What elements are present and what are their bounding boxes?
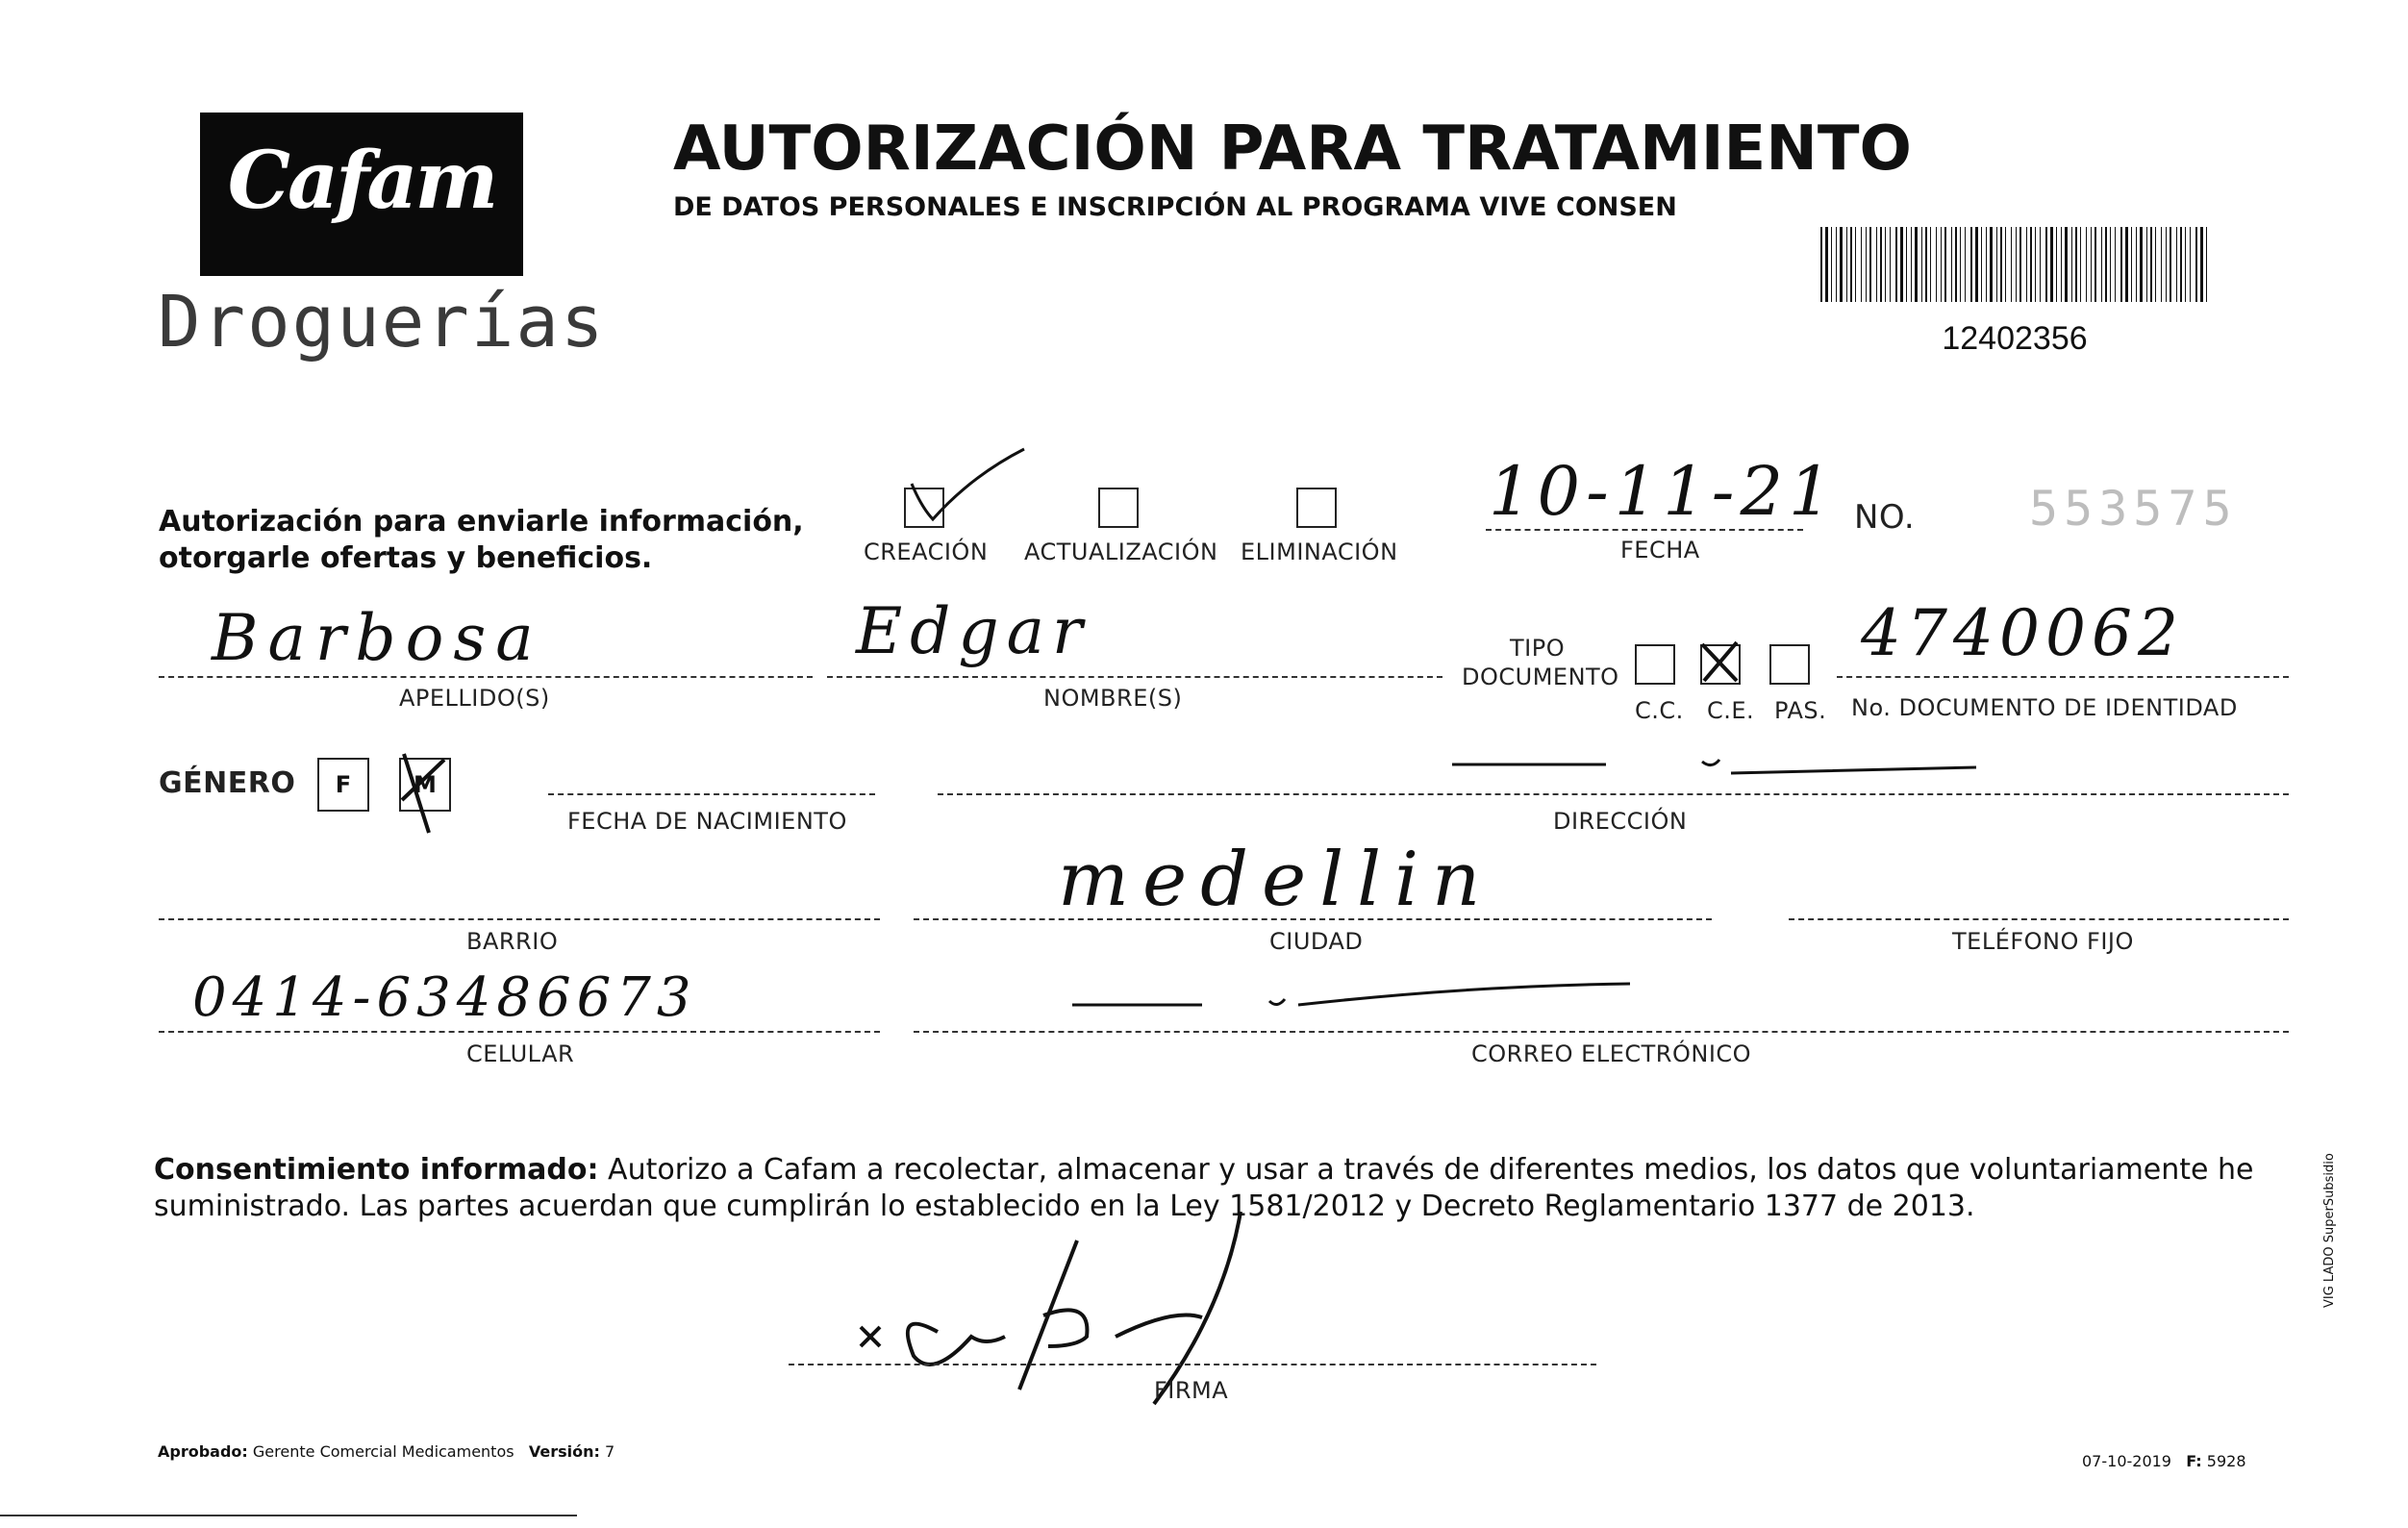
- barcode-bar: [1861, 227, 1862, 302]
- authorization-line-1: Autorización para enviarle información,: [159, 505, 804, 539]
- barcode-bar: [2115, 227, 2116, 302]
- barcode-bar: [1850, 227, 1852, 302]
- barcode-bar: [1944, 227, 1946, 302]
- form-number: 553575: [2029, 481, 2238, 537]
- apellidos-label: APELLIDO(S): [399, 685, 550, 712]
- barcode-bar: [2131, 227, 2132, 302]
- eliminacion-label: ELIMINACIÓN: [1241, 539, 1398, 565]
- barcode-bar: [2136, 227, 2137, 302]
- barcode-bar: [1930, 227, 1931, 302]
- signature: [827, 1202, 1404, 1414]
- barcode-bar: [1915, 227, 1918, 302]
- barcode-bar: [2030, 227, 2032, 302]
- pas-label: PAS.: [1774, 697, 1827, 724]
- barcode-bar: [2180, 227, 2182, 302]
- side-stamp: VIG LADO SuperSubsidio: [2322, 1153, 2337, 1308]
- ce-label: C.E.: [1707, 697, 1755, 724]
- check-mark-icon: [904, 447, 1029, 529]
- logo-subtitle: Droguerías: [158, 281, 606, 363]
- ciudad-label: CIUDAD: [1269, 928, 1364, 955]
- barcode-bar: [2125, 227, 2128, 302]
- barcode-bar: [1941, 227, 1942, 302]
- barcode-bar: [1925, 227, 1927, 302]
- barcode-bar: [2195, 227, 2197, 302]
- documento-label: No. DOCUMENTO DE IDENTIDAD: [1851, 694, 2238, 721]
- approved-value: Gerente Comercial Medicamentos: [252, 1442, 514, 1461]
- barcode-bar: [1990, 227, 1993, 302]
- barcode-bar: [2035, 227, 2036, 302]
- cafam-logo: Cafam: [227, 135, 496, 227]
- genero-f-box[interactable]: [317, 758, 369, 812]
- form-code-value: 5928: [2206, 1452, 2246, 1470]
- celular-value[interactable]: 0414-63486673: [192, 966, 697, 1029]
- form-title: AUTORIZACIÓN PARA TRATAMIENTO: [673, 113, 1912, 185]
- barcode-bar: [2176, 227, 2177, 302]
- form-subtitle: DE DATOS PERSONALES E INSCRIPCIÓN AL PROGRAMA VIVE CONSEN: [673, 192, 1677, 222]
- genero-label: GÉNERO: [159, 766, 296, 800]
- version-label: Versión:: [528, 1442, 600, 1461]
- ciudad-value[interactable]: medellin: [1058, 837, 1494, 923]
- approved-label: Aprobado:: [158, 1442, 248, 1461]
- barcode-bar: [1840, 227, 1843, 302]
- barcode-bar: [1825, 227, 1828, 302]
- barrio-label: BARRIO: [466, 928, 559, 955]
- barcode-number: 12402356: [1942, 320, 2088, 357]
- barcode-bar: [1951, 227, 1952, 302]
- barcode-bar: [2094, 227, 2096, 302]
- barcode-bar: [2000, 227, 2002, 302]
- barcode-bar: [1820, 227, 1822, 302]
- barcode-bar: [1866, 227, 1867, 302]
- barcode-bar: [2045, 227, 2047, 302]
- eliminacion-checkbox[interactable]: [1296, 488, 1337, 528]
- barcode-bar: [2190, 227, 2191, 302]
- documento-value[interactable]: 4740062: [1861, 596, 2184, 670]
- tipo-label-1: TIPO: [1510, 635, 1566, 662]
- barcode-bar: [2146, 227, 2147, 302]
- authorization-text: [159, 504, 832, 577]
- version-value: 7: [604, 1442, 615, 1461]
- barcode-bar: [1846, 227, 1847, 302]
- barcode-bar: [2091, 227, 2092, 302]
- barcode-bar: [1936, 227, 1937, 302]
- x-mark-icon: [396, 750, 456, 837]
- barcode-bar: [1955, 227, 1957, 302]
- barcode-bar: [1911, 227, 1912, 302]
- barcode-bar: [1906, 227, 1907, 302]
- barcode-bar: [1895, 227, 1897, 302]
- celular-label: CELULAR: [466, 1040, 575, 1067]
- barcode-bar: [1996, 227, 1997, 302]
- barcode-bar: [2150, 227, 2152, 302]
- barcode-bar: [1869, 227, 1871, 302]
- barcode-bar: [1836, 227, 1837, 302]
- barcode-bar: [1975, 227, 1978, 302]
- barcode-bar: [2200, 227, 2203, 302]
- telefono-label: TELÉFONO FIJO: [1952, 928, 2134, 955]
- barcode-bar: [2040, 227, 2041, 302]
- barcode-bar: [1986, 227, 1987, 302]
- barcode-bar: [2071, 227, 2072, 302]
- barcode: [1820, 227, 2209, 302]
- firma-label: FIRMA: [1154, 1377, 1229, 1404]
- barcode-bar: [2065, 227, 2068, 302]
- barcode-bar: [2075, 227, 2077, 302]
- fecha-value[interactable]: 10-11-21: [1489, 452, 1838, 531]
- barcode-bar: [2026, 227, 2027, 302]
- barcode-bar: [1855, 227, 1856, 302]
- barcode-bar: [2161, 227, 2162, 302]
- barcode-bar: [1970, 227, 1972, 302]
- barcode-bar: [2050, 227, 2053, 302]
- nombres-value[interactable]: Edgar: [856, 594, 1091, 668]
- barcode-bar: [2086, 227, 2087, 302]
- barcode-bar: [1890, 227, 1891, 302]
- barcode-bar: [1885, 227, 1886, 302]
- consent-heading: Consentimiento informado:: [154, 1153, 599, 1187]
- barcode-bar: [2110, 227, 2111, 302]
- creacion-label: CREACIÓN: [864, 539, 989, 565]
- footer-approval: [158, 1442, 615, 1461]
- fecha-nacimiento-label: FECHA DE NACIMIENTO: [567, 808, 847, 835]
- barcode-bar: [2056, 227, 2057, 302]
- authorization-line-2: otorgarle ofertas y beneficios.: [159, 541, 653, 575]
- footer-date: [2082, 1452, 2246, 1470]
- cc-checkbox[interactable]: [1635, 644, 1675, 685]
- pas-checkbox[interactable]: [1769, 644, 1810, 685]
- direccion-scribble: [1442, 750, 1981, 779]
- barcode-bar: [2005, 227, 2006, 302]
- barcode-bar: [2101, 227, 2102, 302]
- actualizacion-label: ACTUALIZACIÓN: [1024, 539, 1218, 565]
- barcode-bar: [2080, 227, 2081, 302]
- barcode-bar: [2170, 227, 2171, 302]
- barcode-bar: [1921, 227, 1922, 302]
- barcode-bar: [2206, 227, 2207, 302]
- barcode-bar: [2061, 227, 2062, 302]
- barcode-bar: [1900, 227, 1903, 302]
- nombres-label: NOMBRE(S): [1043, 685, 1183, 712]
- cc-label: C.C.: [1635, 697, 1684, 724]
- barcode-bar: [2185, 227, 2186, 302]
- barcode-bar: [2120, 227, 2122, 302]
- barcode-bar: [2105, 227, 2107, 302]
- barcode-bar: [2019, 227, 2021, 302]
- form-code-label: F:: [2186, 1452, 2202, 1470]
- x-mark-icon: [1696, 639, 1743, 685]
- correo-label: CORREO ELECTRÓNICO: [1471, 1040, 1752, 1067]
- genero-m-label: M: [414, 771, 437, 798]
- barcode-bar: [1965, 227, 1966, 302]
- barcode-bar: [2155, 227, 2156, 302]
- barcode-bar: [2016, 227, 2017, 302]
- barcode-bar: [1981, 227, 1982, 302]
- barcode-bar: [1960, 227, 1961, 302]
- barcode-bar: [1876, 227, 1877, 302]
- genero-f-label: F: [335, 771, 352, 798]
- footer-date-value: 07-10-2019: [2082, 1452, 2171, 1470]
- barcode-bar: [1880, 227, 1882, 302]
- apellidos-value[interactable]: Barbosa: [212, 601, 543, 675]
- correo-scribble: [1067, 976, 1635, 1014]
- fecha-label: FECHA: [1620, 537, 1700, 564]
- tipo-label-2: DOCUMENTO: [1462, 664, 1619, 690]
- barcode-bar: [2140, 227, 2143, 302]
- consent-body: Autorizo a Cafam a recolectar, almacenar y usar a través de diferentes medios, los datos que voluntariamente he suministrado. Las partes acuerdan que cumplirán lo establecido en la Ley 1581/2012 y Decreto Reglamentario 1377 de 2013.: [154, 1153, 2254, 1223]
- direccion-label: DIRECCIÓN: [1553, 808, 1688, 835]
- barcode-bar: [1831, 227, 1832, 302]
- no-label: NO.: [1854, 498, 1916, 537]
- actualizacion-checkbox[interactable]: [1098, 488, 1139, 528]
- barcode-bar: [2166, 227, 2167, 302]
- barcode-bar: [2011, 227, 2012, 302]
